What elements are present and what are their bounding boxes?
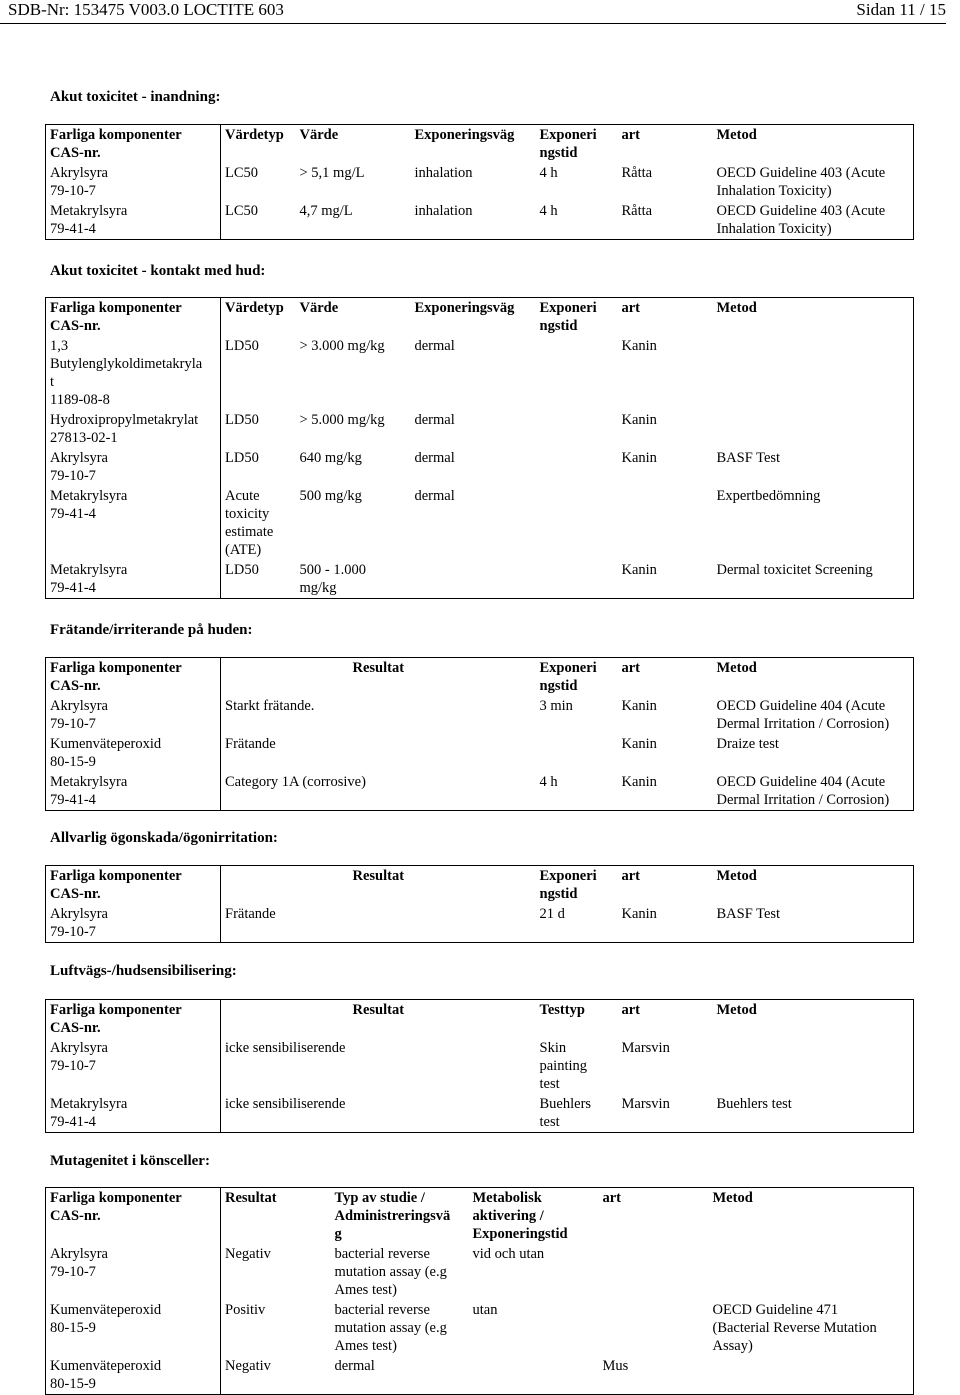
section-title-inhalation: Akut toxicitet - inandning: xyxy=(50,89,221,105)
column-header: Metabolisk aktivering / Exponeringstid xyxy=(472,1190,568,1242)
column-header: Farliga komponenter CAS-nr. xyxy=(46,866,221,905)
component-cell: Akrylsyra 79-10-7 xyxy=(46,1038,221,1094)
data-cell xyxy=(599,1244,709,1300)
column-header: Farliga komponenter CAS-nr. xyxy=(46,125,221,164)
table-row xyxy=(46,560,914,599)
table-row xyxy=(46,1356,914,1395)
column-header: Exponeri ngstid xyxy=(539,300,597,334)
table-header-row xyxy=(46,298,914,337)
section-title-mutagenicity: Mutagenitet i könsceller: xyxy=(50,1153,210,1169)
table-row xyxy=(46,201,914,240)
data-cell xyxy=(411,560,536,599)
data-cell: 500 - 1.000 mg/kg xyxy=(299,562,366,596)
component-cell: Metakrylsyra 79-41-4 xyxy=(46,486,221,560)
data-cell xyxy=(713,336,914,410)
data-cell: Kanin xyxy=(621,698,657,714)
data-cell: LD50 xyxy=(225,412,259,428)
data-cell xyxy=(713,410,914,448)
data-cell: BASF Test xyxy=(716,906,781,922)
data-cell: Kanin xyxy=(621,338,657,354)
data-cell: 4 h xyxy=(539,165,558,181)
data-cell: > 5,1 mg/L xyxy=(299,165,365,181)
data-cell: Acute toxicity estimate (ATE) xyxy=(225,488,274,558)
table-row xyxy=(46,163,914,201)
component-cell: Metakrylsyra 79-41-4 xyxy=(46,560,221,599)
column-header: Metod xyxy=(712,1190,753,1206)
column-header: Exponeri ngstid xyxy=(539,868,597,902)
table-sensitisation xyxy=(45,999,914,1133)
data-cell: Marsvin xyxy=(621,1040,670,1056)
data-cell: LD50 xyxy=(225,450,259,466)
table-header-row xyxy=(46,1000,914,1039)
data-cell: Kanin xyxy=(621,736,657,752)
data-cell: 4,7 mg/L xyxy=(299,203,353,219)
data-cell: dermal xyxy=(334,1358,375,1374)
column-header: Farliga komponenter CAS-nr. xyxy=(46,1188,221,1245)
component-cell: Akrylsyra 79-10-7 xyxy=(46,163,221,201)
column-header: Exponeringsväg xyxy=(414,300,515,316)
table-row xyxy=(46,772,914,811)
data-cell: Expertbedömning xyxy=(716,488,821,504)
column-header: Resultat xyxy=(352,1002,405,1018)
data-cell: Negativ xyxy=(225,1246,271,1262)
table-row xyxy=(46,696,914,734)
data-cell xyxy=(469,1356,599,1395)
column-header: Metod xyxy=(716,1002,757,1018)
section-title-dermal: Akut toxicitet - kontakt med hud: xyxy=(50,263,266,279)
table-header-row xyxy=(46,658,914,697)
table-row xyxy=(46,904,914,943)
component-cell: Akrylsyra 79-10-7 xyxy=(46,1244,221,1300)
data-cell: LD50 xyxy=(225,562,259,578)
data-cell: Kanin xyxy=(621,450,657,466)
table-header-row xyxy=(46,1188,914,1245)
column-header: Resultat xyxy=(352,660,405,676)
table-skin-corrosion xyxy=(45,657,914,811)
data-cell: OECD Guideline 404 (Acute Dermal Irritation / Corrosion) xyxy=(716,774,890,808)
table-row xyxy=(46,410,914,448)
data-cell: inhalation xyxy=(414,165,473,181)
data-cell: Råtta xyxy=(621,203,653,219)
data-cell xyxy=(536,336,618,410)
table-row xyxy=(46,336,914,410)
data-cell: Kanin xyxy=(621,412,657,428)
data-cell xyxy=(709,1356,914,1395)
data-cell: 21 d xyxy=(539,906,565,922)
column-header: Metod xyxy=(716,660,757,676)
table-header-row xyxy=(46,866,914,905)
data-cell xyxy=(599,1300,709,1356)
column-header: art xyxy=(621,868,641,884)
column-header: Resultat xyxy=(225,1190,277,1206)
column-header: Exponeringsväg xyxy=(414,127,515,143)
data-cell: Dermal toxicitet Screening xyxy=(716,562,873,578)
data-cell: OECD Guideline 403 (Acute Inhalation Toxicity) xyxy=(716,165,886,199)
column-header: art xyxy=(621,127,641,143)
data-cell: Category 1A (corrosive) xyxy=(225,774,366,790)
data-cell: Draize test xyxy=(716,736,779,752)
column-header: Farliga komponenter CAS-nr. xyxy=(46,1000,221,1039)
table-inhalation xyxy=(45,124,914,240)
table-row xyxy=(46,1244,914,1300)
page-header xyxy=(0,0,960,24)
column-header: art xyxy=(621,660,641,676)
component-cell: Kumenväteperoxid 80-15-9 xyxy=(46,734,221,772)
data-cell: bacterial reverse mutation assay (e.g Ames test) xyxy=(334,1246,447,1298)
data-cell: > 3.000 mg/kg xyxy=(299,338,385,354)
table-dermal xyxy=(45,297,914,599)
data-cell: Skin painting test xyxy=(539,1040,588,1092)
data-cell: Mus xyxy=(602,1358,629,1374)
data-cell: OECD Guideline 403 (Acute Inhalation Toxicity) xyxy=(716,203,886,237)
data-cell: LD50 xyxy=(225,338,259,354)
component-cell: Akrylsyra 79-10-7 xyxy=(46,696,221,734)
component-cell: Metakrylsyra 79-41-4 xyxy=(46,201,221,240)
component-cell: Hydroxipropylmetakrylat 27813-02-1 xyxy=(46,410,221,448)
data-cell: Kanin xyxy=(621,774,657,790)
data-cell: icke sensibiliserende xyxy=(225,1040,346,1056)
data-cell: bacterial reverse mutation assay (e.g Ames test) xyxy=(334,1302,447,1354)
table-row xyxy=(46,1094,914,1133)
table-header-row xyxy=(46,125,914,164)
header-rule xyxy=(0,23,946,24)
data-cell: OECD Guideline 404 (Acute Dermal Irritation / Corrosion) xyxy=(716,698,890,732)
data-cell: 500 mg/kg xyxy=(299,488,362,504)
data-cell: > 5.000 mg/kg xyxy=(299,412,385,428)
column-header: art xyxy=(621,300,641,316)
data-cell: Frätande xyxy=(225,736,276,752)
component-cell: Akrylsyra 79-10-7 xyxy=(46,448,221,486)
component-cell: Kumenväteperoxid 80-15-9 xyxy=(46,1300,221,1356)
table-row xyxy=(46,1300,914,1356)
data-cell: 4 h xyxy=(539,203,558,219)
column-header: Metod xyxy=(716,868,757,884)
data-cell xyxy=(536,410,618,448)
data-cell xyxy=(536,734,618,772)
data-cell: vid och utan xyxy=(472,1246,545,1262)
data-cell: Marsvin xyxy=(621,1096,670,1112)
section-title-sensitisation: Luftvägs-/hudsensibilisering: xyxy=(50,963,237,979)
data-cell: LC50 xyxy=(225,165,259,181)
column-header: Typ av studie / Administreringsvä g xyxy=(334,1190,451,1242)
column-header: art xyxy=(621,1002,641,1018)
data-cell: Starkt frätande. xyxy=(225,698,315,714)
document-id: SDB-Nr: 153475 V003.0 LOCTITE 603 xyxy=(8,0,284,19)
data-cell: OECD Guideline 471 (Bacterial Reverse Mutation Assay) xyxy=(712,1302,877,1354)
data-cell xyxy=(536,560,618,599)
data-cell: utan xyxy=(472,1302,498,1318)
data-cell: Kanin xyxy=(621,562,657,578)
column-header: Värdetyp xyxy=(225,300,284,316)
section-title-skin-corrosion: Frätande/irriterande på huden: xyxy=(50,622,253,638)
column-header: Farliga komponenter CAS-nr. xyxy=(46,658,221,697)
data-cell: 4 h xyxy=(539,774,558,790)
column-header: Testtyp xyxy=(539,1002,585,1018)
data-cell: Negativ xyxy=(225,1358,271,1374)
data-cell: LC50 xyxy=(225,203,259,219)
data-cell: BASF Test xyxy=(716,450,781,466)
data-cell: 3 min xyxy=(539,698,573,714)
column-header: Metod xyxy=(716,127,757,143)
data-cell: dermal xyxy=(414,488,455,504)
data-cell: Råtta xyxy=(621,165,653,181)
component-cell: Kumenväteperoxid 80-15-9 xyxy=(46,1356,221,1395)
page-number: Sidan 11 / 15 xyxy=(856,0,946,19)
data-cell: Positiv xyxy=(225,1302,266,1318)
component-cell: 1,3 Butylenglykoldimetakryla t 1189-08-8 xyxy=(46,336,221,410)
section-title-eye-damage: Allvarlig ögonskada/ögonirritation: xyxy=(50,830,278,846)
data-cell: dermal xyxy=(414,412,455,428)
table-row xyxy=(46,486,914,560)
table-row xyxy=(46,1038,914,1094)
component-cell: Metakrylsyra 79-41-4 xyxy=(46,772,221,811)
data-cell: Kanin xyxy=(621,906,657,922)
column-header: Metod xyxy=(716,300,757,316)
column-header: art xyxy=(602,1190,622,1206)
data-cell: Buehlers test xyxy=(716,1096,792,1112)
data-cell: dermal xyxy=(414,338,455,354)
data-cell: icke sensibiliserende xyxy=(225,1096,346,1112)
data-cell: dermal xyxy=(414,450,455,466)
data-cell: Frätande xyxy=(225,906,276,922)
data-cell xyxy=(536,448,618,486)
column-header: Exponeri ngstid xyxy=(539,127,597,161)
data-cell: Buehlers test xyxy=(539,1096,592,1130)
data-cell: 640 mg/kg xyxy=(299,450,362,466)
table-eye-damage xyxy=(45,865,914,943)
column-header: Farliga komponenter CAS-nr. xyxy=(46,298,221,337)
data-cell: inhalation xyxy=(414,203,473,219)
column-header: Exponeri ngstid xyxy=(539,660,597,694)
table-mutagenicity xyxy=(45,1187,914,1395)
data-cell xyxy=(536,486,618,560)
column-header: Värde xyxy=(299,300,339,316)
data-cell xyxy=(713,1038,914,1094)
component-cell: Metakrylsyra 79-41-4 xyxy=(46,1094,221,1133)
column-header: Resultat xyxy=(352,868,405,884)
component-cell: Akrylsyra 79-10-7 xyxy=(46,904,221,943)
data-cell xyxy=(709,1244,914,1300)
column-header: Värde xyxy=(299,127,339,143)
table-row xyxy=(46,734,914,772)
table-row xyxy=(46,448,914,486)
data-cell xyxy=(618,486,713,560)
column-header: Värdetyp xyxy=(225,127,284,143)
